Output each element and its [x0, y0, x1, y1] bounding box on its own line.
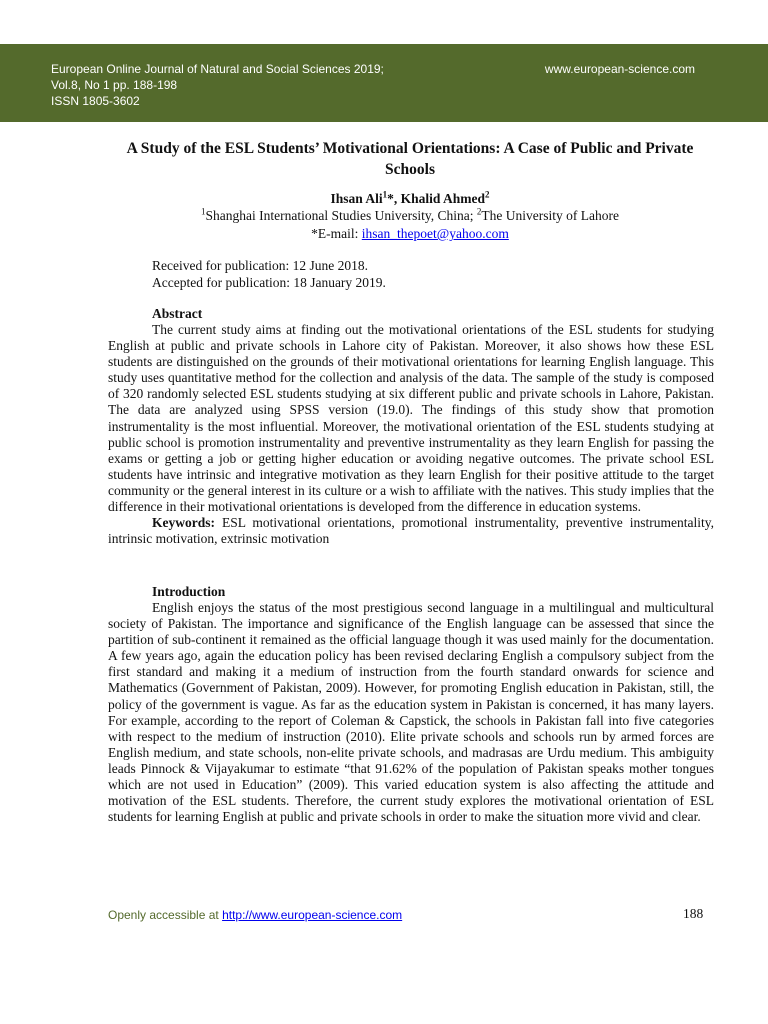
page-number: 188: [683, 906, 704, 921]
author-1: Ihsan Ali: [330, 191, 383, 206]
email-line: [0, 226, 768, 242]
keywords-text: ESL motivational orientations, promotional instrumentality, preventive instrumentality, intrinsic motivation, extrinsic motivation: [108, 515, 714, 547]
abstract-text: The current study aims at finding out the motivational orientations of the ESL students for studying English at public and private schools in Lahore city of Pakistan. Moreover, it also shows how these ESL students are distinguished on the grounds of their motivational orientations for learning English language. This study uses quantitative method for the collection and analysis of the data. The sample of the study is composed of 320 randomly selected ESL students studying at six different public and private schools in Lahore, Pakistan. The data are analyzed using SPSS version (19.0). The findings of this study show that promotion instrumentality is the most influential. Moreover, the motivational orientation of the ESL students studying at public school is promotion instrumentality and preventive instrumentality as they learn English for passing the exams or getting a job or getting higher education or avoiding negative outcomes. The private school ESL students have intrinsic and integrative motivation as they learn English for their positive attitude to the target community or the general interest in its culture or a wish to affiliate with the natives. This study implies that the difference in their motivational orientations is developed from the difference in education systems.: [108, 322, 714, 515]
author-2-affil-mark: 2: [485, 189, 490, 200]
introduction-section: [108, 600, 714, 825]
footer-prefix: Openly accessible at: [108, 908, 223, 922]
abstract-heading: Abstract: [152, 306, 203, 321]
footer-link[interactable]: http://www.european-science.com: [222, 908, 403, 922]
keywords-label: Keywords:: [152, 515, 215, 531]
corresponding-mark: *,: [387, 191, 401, 206]
affil-2-mark: 2: [476, 206, 482, 217]
abstract-section: [108, 322, 714, 547]
paper-title: A Study of the ESL Students’ Motivational Orientations: A Case of Public and Private Schools: [126, 140, 694, 178]
accepted-date: Accepted for publication: 18 January 2019.: [152, 274, 386, 290]
affil-1-mark: 1: [201, 206, 206, 217]
journal-info: [51, 61, 384, 109]
journal-website[interactable]: www.european-science.com: [544, 62, 695, 76]
introduction-text: English enjoys the status of the most prestigious second language in a multilingual and multicultural society of Pakistan. The importance and significance of the English language can be assessed that since the partition of sub-continent it remained as the official language though it was used mainly for the documentation. A few years ago, again the education policy has been revised declaring English a compulsory subject from the first standard and making it a medium of instruction from the fourth standard onwards for science and Mathematics (Government of Pakistan, 2009). However, for promoting English education in Pakistan, still, the policy of the government is vague. As far as the education system in Pakistan is concerned, it has many layers. For example, according to the report of Coleman & Capstick, the schools in Pakistan fall into five categories with respect to the medium of instruction (2010). Elite private schools and schools run by armed forces are English medium, and state schools, non-elite private schools, and madrasas are Urdu medium. This ambiguity leads Pinnock & Vijayakumar to estimate “that 91.62% of the population of Pakistan speaks mother tongues which are not used in Education” (2009). This varied education system is also affecting the attitude and motivation of the ESL students. Therefore, the current study explores the motivational orientation of ESL students for learning English at public and private schools in order to make the situation more vivid and clear.: [108, 600, 714, 825]
journal-header-band: [0, 44, 768, 122]
email-label: *E-mail:: [311, 226, 362, 241]
author-line: [0, 191, 768, 207]
publication-dates: [152, 258, 386, 291]
keywords-paragraph: [108, 515, 714, 547]
author-2: Khalid Ahmed: [400, 191, 486, 206]
email-link[interactable]: ihsan_thepoet@yahoo.com: [361, 226, 509, 241]
affiliation-2: The University of Lahore: [481, 208, 619, 223]
volume-info: Vol.8, No 1 pp. 188-198: [51, 78, 178, 92]
issn: ISSN 1805-3602: [51, 94, 140, 108]
affiliations: [0, 208, 768, 224]
footer-access-note: [108, 908, 402, 922]
author-1-affil-mark: 1: [382, 189, 388, 200]
introduction-heading: Introduction: [152, 584, 226, 599]
journal-name: European Online Journal of Natural and Social Sciences 2019;: [51, 62, 384, 76]
affiliation-1: Shanghai International Studies University, China;: [205, 208, 477, 223]
received-date: Received for publication: 12 June 2018.: [152, 258, 368, 273]
